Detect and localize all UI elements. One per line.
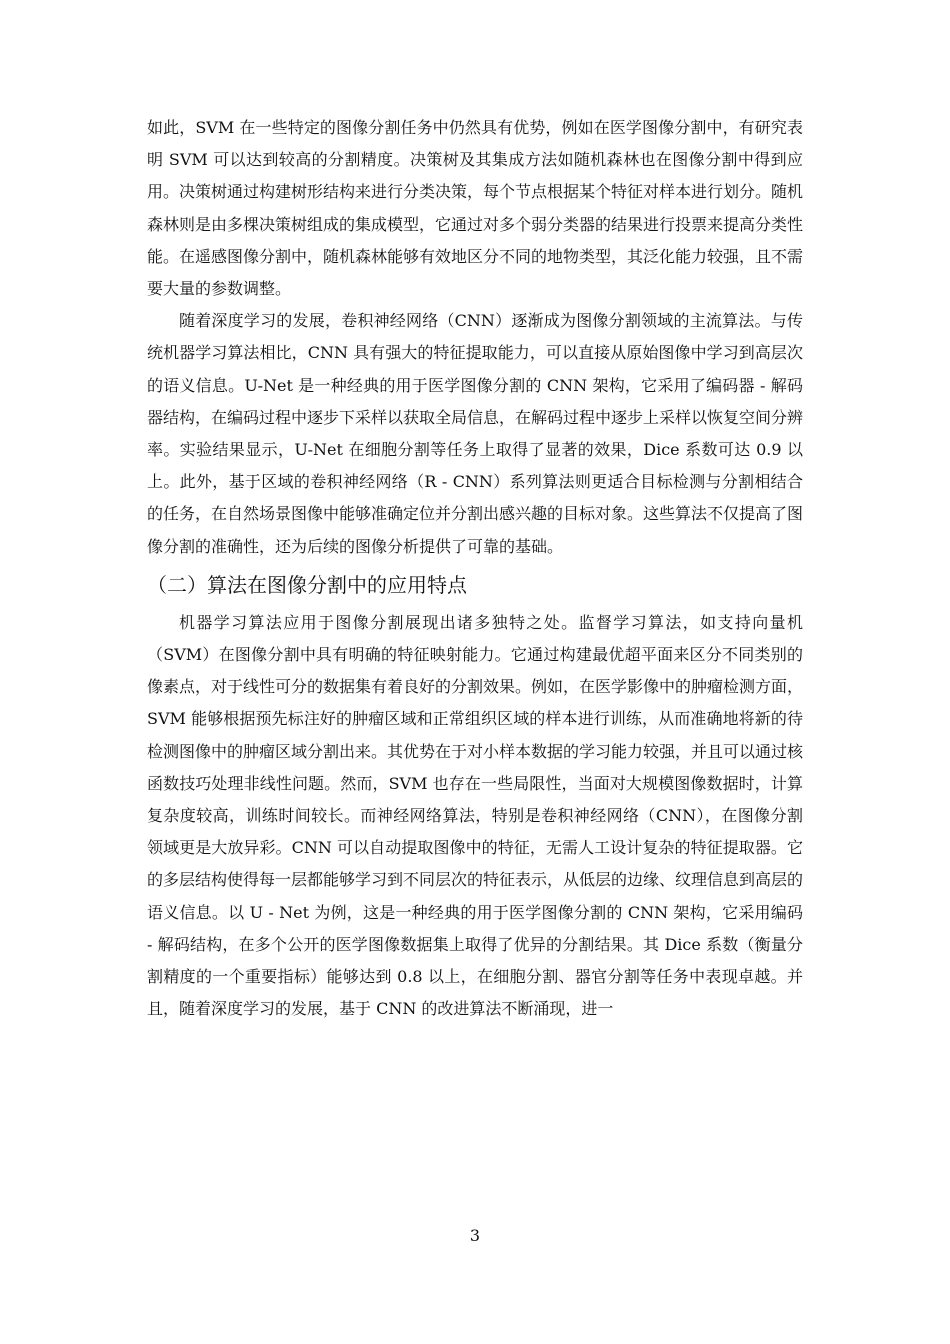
paragraph-cnn-development: 随着深度学习的发展，卷积神经网络（CNN）逐渐成为图像分割领域的主流算法。与传统机器学习算法相比，CNN 具有强大的特征提取能力，可以直接从原始图像中学习到高层次的语义信息。U-Net 是一种经典的用于医学图像分割的 CNN 架构，它采用了编码器 - 解码器结构，在编码过程中逐步下采样以获取全局信息，在解码过程中逐步上采样以恢复空间分辨率。实验结果显示，U-Net 在细胞分割等任务上取得了显著的效果，Dice 系数可达 0.9 以上。此外，基于区域的卷积神经网络（R - CNN）系列算法则更适合目标检测与分割相结合的任务，在自然场景图像中能够准确定位并分割出感兴趣的目标对象。这些算法不仅提高了图像分割的准确性，还为后续的图像分析提供了可靠的基础。 [147, 311, 804, 556]
section-heading: （二）算法在图像分割中的应用特点 [147, 572, 467, 597]
paragraph-svm-random-forest: 如此，SVM 在一些特定的图像分割任务中仍然具有优势，例如在医学图像分割中，有研究表明 SVM 可以达到较高的分割精度。决策树及其集成方法如随机森林也在图像分割中得到应用。决策树通过构建树形结构来进行分类决策，每个节点根据某个特征对样本进行划分。随机森林则是由多棵决策树组成的集成模型，它通过对多个弱分类器的结果进行投票来提高分类性能。在遥感图像分割中，随机森林能够有效地区分不同的地物类型，其泛化能力较强，且不需要大量的参数调整。 [147, 118, 804, 299]
paragraph-application-features: 机器学习算法应用于图像分割展现出诸多独特之处。监督学习算法，如支持向量机（SVM）在图像分割中具有明确的特征映射能力。它通过构建最优超平面来区分不同类别的像素点，对于线性可分的数据集有着良好的分割效果。例如，在医学影像中的肿瘤检测方面，SVM 能够根据预先标注好的肿瘤区域和正常组织区域的样本进行训练，从而准确地将新的待检测图像中的肿瘤区域分割出来。其优势在于对小样本数据的学习能力较强，并且可以通过核函数技巧处理非线性问题。然而，SVM 也存在一些局限性，当面对大规模图像数据时，计算复杂度较高，训练时间较长。而神经网络算法，特别是卷积神经网络（CNN），在图像分割领域更是大放异彩。CNN 可以自动提取图像中的特征，无需人工设计复杂的特征提取器。它的多层结构使得每一层都能够学习到不同层次的特征表示，从低层的边缘、纹理信息到高层的语义信息。以 U - Net 为例，这是一种经典的用于医学图像分割的 CNN 架构，它采用编码 - 解码结构，在多个公开的医学图像数据集上取得了优异的分割结果。其 Dice 系数（衡量分割精度的一个重要指标）能够达到 0.8 以上，在细胞分割、器官分割等任务中表现卓越。并且，随着深度学习的发展，基于 CNN 的改进算法不断涌现，进一 [147, 612, 804, 1019]
page-number: 3 [469, 1226, 481, 1245]
page-content [147, 112, 803, 1025]
